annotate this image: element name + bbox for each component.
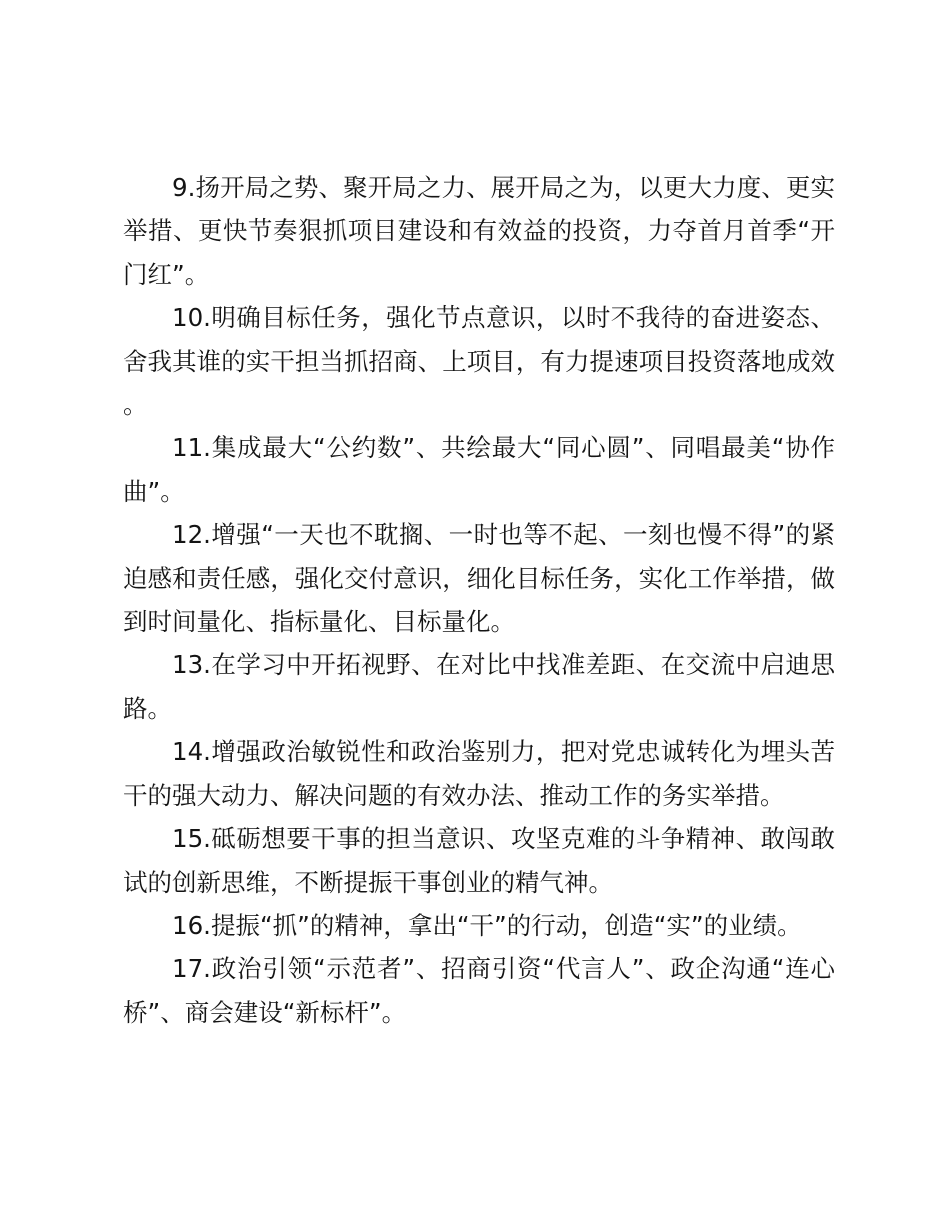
paragraph-13: 13.在学习中开拓视野、在对比中找准差距、在交流中启迪思路。 [123, 650, 835, 723]
paragraph-14: 14.增强政治敏锐性和政治鉴别力，把对党忠诚转化为埋头苦干的强大动力、解决问题的有效办法、推动工作的务实举措。 [123, 737, 835, 810]
paragraph-11: 11.集成最大“公约数”、共绘最大“同心圆”、同唱最美“协作曲”。 [123, 433, 835, 506]
paragraph-17: 17.政治引领“示范者”、招商引资“代言人”、政企沟通“连心桥”、商会建设“新标杆”。 [123, 954, 835, 1027]
document-body [123, 166, 835, 1034]
paragraph-12: 12.增强“一天也不耽搁、一时也等不起、一刻也慢不得”的紧迫感和责任感，强化交付意识，细化目标任务，实化工作举措，做到时间量化、指标量化、目标量化。 [123, 520, 835, 637]
paragraph-9: 9.扬开局之势、聚开局之力、展开局之为，以更大力度、更实举措、更快节奏狠抓项目建设和有效益的投资，力夺首月首季“开门红”。 [123, 173, 835, 289]
paragraph-10: 10.明确目标任务，强化节点意识，以时不我待的奋进姿态、舍我其谁的实干担当抓招商、上项目，有力提速项目投资落地成效。 [123, 303, 835, 420]
paragraph-16: 16.提振“抓”的精神，拿出“干”的行动，创造“实”的业绩。 [172, 910, 802, 940]
paragraph-15: 15.砥砺想要干事的担当意识、攻坚克难的斗争精神、敢闯敢试的创新思维，不断提振干事创业的精气神。 [123, 824, 835, 897]
